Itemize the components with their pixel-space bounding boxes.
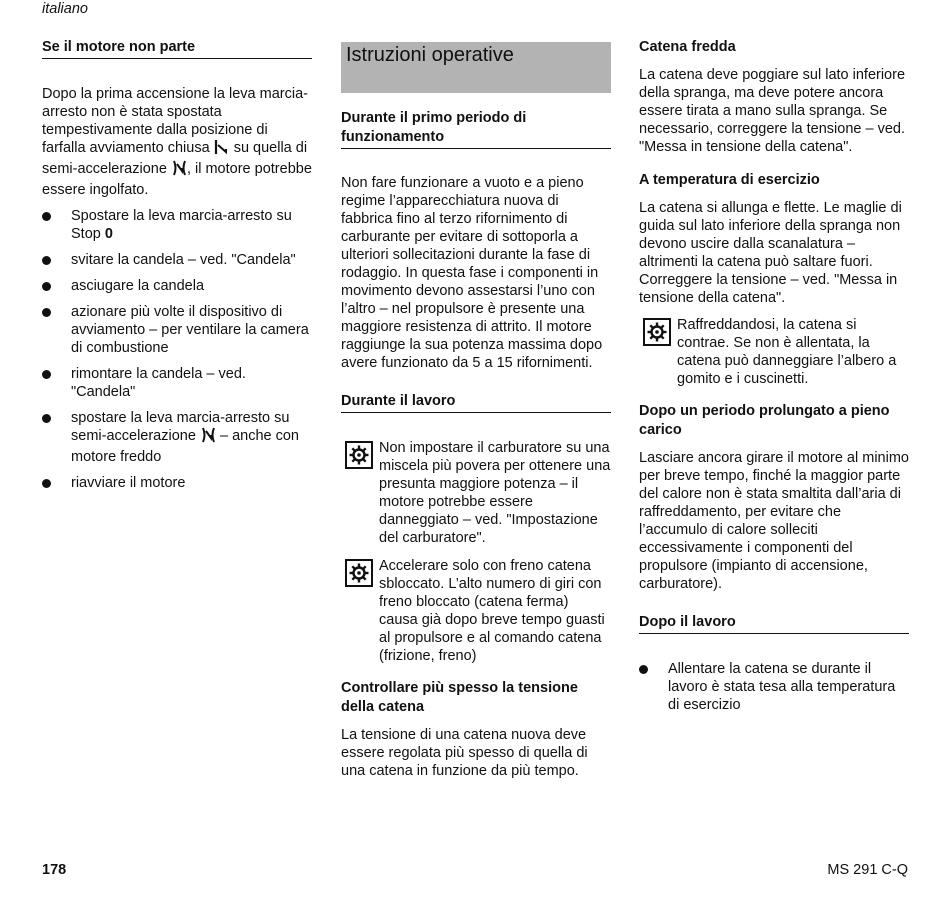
list-item: Allentare la catena se durante il lavoro è stata tesa alla temperatura di esercizio [639,660,909,714]
bullet-icon [639,665,648,674]
model-name: MS 291 C-Q [827,862,908,878]
column-right [639,38,909,714]
section-heading-engine-not-starting: Se il motore non parte [42,38,312,59]
section-heading-during-work: Durante il lavoro [341,392,611,413]
bullet-icon [42,308,51,317]
break-in-paragraph: Non fare funzionare a vuoto e a pieno regime l’apparecchiatura nuova di fabbrica fino al terzo rifornimento di carburante per evitare di sottoporla a ulteriori sollecitazioni durante la fase di rodaggio. In questa fase i componenti in movimento devono assestarsi l’uno con l’altro – nel propulsore è presente una maggiore resistenza di attrito. Il motore raggiunge la sua potenza massima dopo avere funzionato da 5 a 15 rifornimenti. [341,175,603,371]
bullet-icon [42,479,51,488]
operating-temperature-paragraph: La catena si allunga e flette. Le maglie di guida sul lato inferiore della spranga non devono uscire dalla scanalatura – altrimenti la catena può saltare fuori. Correggere la tensione – ved. "Messa in tensione della catena". [639,200,902,306]
section-heading-after-work: Dopo il lavoro [639,613,909,634]
page-title: Istruzioni operative [341,42,611,93]
chain-tension-paragraph: La tensione di una catena nuova deve essere regolata più spesso di quella di una catena in funzione da più tempo. [341,727,588,779]
warning-note: Non impostare il carburatore su una miscela più povera per ottenere una presunta maggiore potenza – il motore potrebbe essere danneggiato – ved. "Impostazione del carburatore". [341,439,611,547]
after-full-load-paragraph: Lasciare ancora girare il motore al minimo per breve tempo, finché la maggior parte del calore non è stata smaltita dall’aria di raffreddamento, per evitare che l’accumulo di calore solleciti eccessivamente i componenti del propulsore (impianto di accensione, carburatore). [639,450,909,592]
subheading-after-full-load: Dopo un periodo prolungato a pieno carico [639,403,890,438]
page-number: 178 [42,862,67,878]
subheading-cold-chain: Catena fredda [639,39,736,55]
half-throttle-icon [171,160,187,181]
half-throttle-icon [200,427,216,448]
column-middle [341,38,611,780]
subheading-operating-temperature: A temperatura di esercizio [639,172,820,188]
list-item: asciugare la candela [42,277,312,295]
cold-chain-paragraph: La catena deve poggiare sul lato inferiore della spranga, ma deve potere ancora essere tirata a mano sulla spranga. Se necessario, correggere la tensione – ved. "Messa in tensione della catena". [639,67,906,155]
bullet-icon [42,282,51,291]
warning-note: Accelerare solo con freno catena sbloccato. L’alto numero di giri con freno bloccato (catena ferma) causa già dopo breve tempo guasti al propulsore e al comando catena (frizione, freno) [341,557,611,665]
subheading-chain-tension: Controllare più spesso la tensione della catena [341,680,578,715]
bullet-icon [42,414,51,423]
list-item: Spostare la leva marcia-arresto su Stop 0 [42,207,312,243]
warning-note: Raffreddandosi, la catena si contrae. Se non è allentata, la catena può danneggiare l’albero a gomito e i cuscinetti. [639,316,909,388]
column-left [42,38,312,492]
list-item: spostare la leva marcia-arresto su semi-accelerazione – anche con motore freddo [42,409,312,466]
gear-warning-icon [345,559,373,587]
choke-closed-icon [214,139,230,160]
list-item: riavviare il motore [42,474,312,492]
after-work-list [639,660,909,714]
section-heading-first-period: Durante il primo periodo di funzionamento [341,109,611,149]
intro-paragraph: Dopo la prima accensione la leva marcia-arresto non è stata spostata tempestivamente dalla posizione di farfalla avviamento chiusa su quella di semi-accelerazione , il motore potrebbe essere ingolfato. [42,86,312,198]
bullet-icon [42,212,51,221]
gear-warning-icon [643,318,671,346]
bullet-icon [42,256,51,265]
bullet-icon [42,370,51,379]
steps-list [42,207,312,492]
language-label: italiano [42,1,88,17]
list-item: azionare più volte il dispositivo di avviamento – per ventilare la camera di combustione [42,303,312,357]
list-item: svitare la candela – ved. "Candela" [42,251,312,269]
list-item: rimontare la candela – ved. "Candela" [42,365,312,401]
gear-warning-icon [345,441,373,469]
